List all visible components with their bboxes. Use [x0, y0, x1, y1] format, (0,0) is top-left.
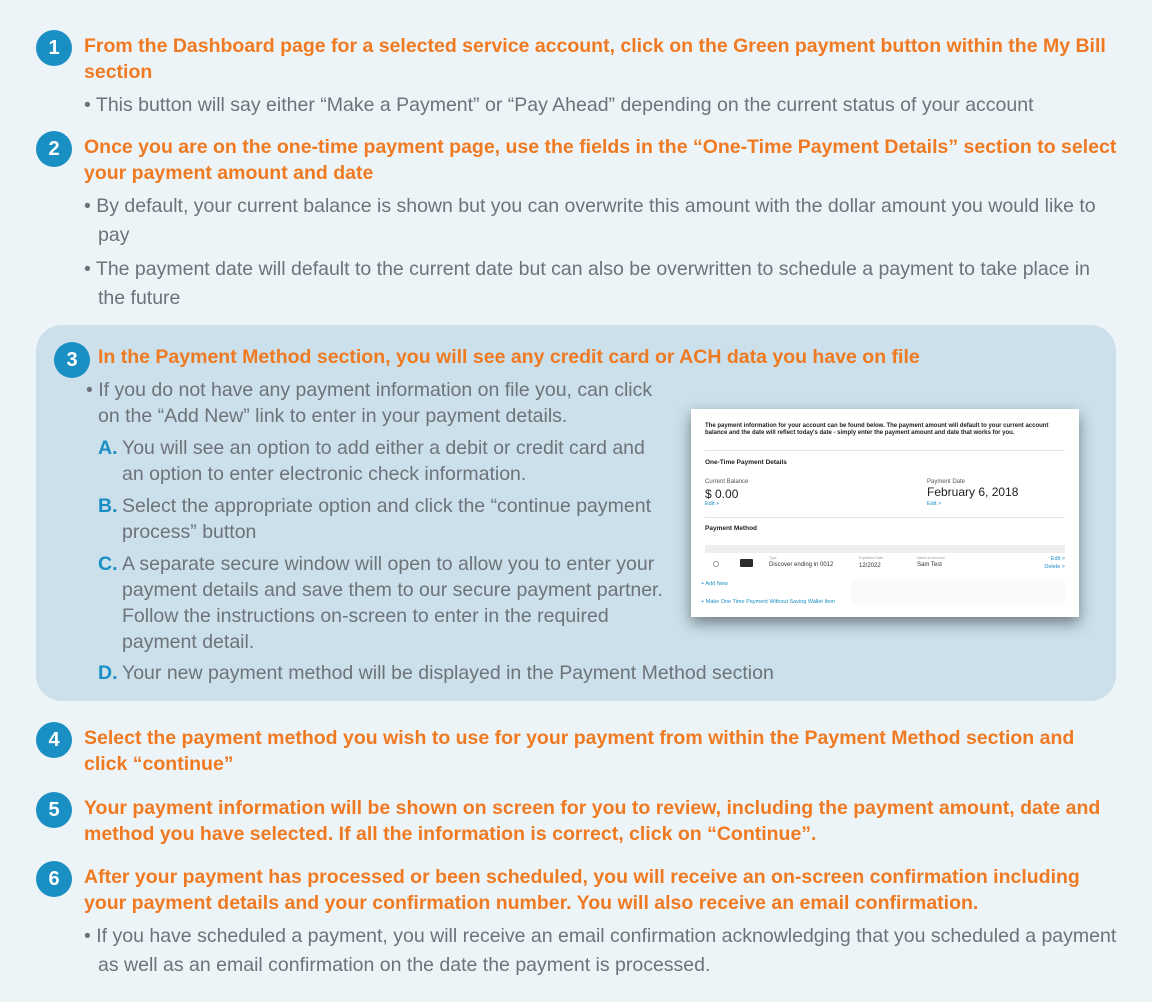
step-number: 2: [36, 131, 72, 167]
step-bullet: • The payment date will default to the current date but can also be overwritten to schedule a payment to take place in the future: [84, 255, 1122, 313]
date-label: Payment Date: [927, 479, 966, 485]
method-header-bar: [705, 545, 1065, 553]
card-desc: Discover ending in 0012: [769, 562, 834, 568]
sub-item-c: [98, 551, 666, 655]
sub-text: Select the appropriate option and click the “continue payment process” button: [122, 495, 651, 543]
col-type: Type: [769, 556, 777, 560]
step-2: [36, 131, 1122, 318]
step-title: From the Dashboard page for a selected service account, click on the Green payment button within the My Bill section: [84, 35, 1106, 83]
step-number: 3: [54, 342, 90, 378]
one-time-payment-link[interactable]: + Make One Time Payment Without Saving Wallet Item: [701, 599, 836, 605]
step-4: [36, 722, 1122, 777]
credit-card-icon: [740, 559, 753, 567]
sub-letter: D.: [98, 662, 118, 684]
step-title: Once you are on the one-time payment page, use the fields in the “One-Time Payment Details” section to select your payment amount and date: [84, 136, 1117, 184]
add-new-link[interactable]: + Add New: [701, 581, 728, 587]
payment-page-screenshot: [691, 409, 1079, 617]
card-name: Sam Test: [917, 562, 942, 568]
empty-area: [851, 579, 1065, 605]
sub-item-b: [98, 493, 666, 545]
step-bullet: • If you do not have any payment information on file you, can click on the “Add New” link to enter in your payment details.: [86, 377, 666, 429]
step-title: After your payment has processed or been scheduled, you will receive an on-screen confirmation including your payment details and your confirmation number. You will also receive an email confirmation.: [84, 866, 1080, 914]
step-title: In the Payment Method section, you will see any credit card or ACH data you have on file: [98, 346, 920, 368]
sub-text: Your new payment method will be displayed in the Payment Method section: [122, 662, 774, 684]
step-5: [36, 792, 1122, 847]
divider: [705, 450, 1065, 451]
sub-item-d: [98, 660, 1022, 686]
date-edit-link[interactable]: Edit >: [927, 501, 942, 507]
step-number: 5: [36, 792, 72, 828]
step-bullet: • This button will say either “Make a Payment” or “Pay Ahead” depending on the current status of your account: [84, 91, 1122, 120]
divider: [705, 517, 1065, 518]
sub-text: You will see an option to add either a debit or credit card and an option to enter electronic check information.: [122, 437, 645, 485]
balance-label: Current Balance: [705, 479, 749, 485]
date-value: February 6, 2018: [927, 485, 1019, 499]
sub-text: A separate secure window will open to allow you to enter your payment details and save them to our secure payment partner. Follow the instructions on-screen to enter in the required payment detail.: [122, 553, 663, 653]
step-title: Your payment information will be shown on screen for you to review, including the payment amount, date and method you have selected. If all the information is correct, click on “Continue”.: [84, 797, 1101, 845]
screenshot-intro: The payment information for your account can be found below. The payment amount will default to your current account balance and the date will reflect today's date - simply enter the payment amount and date that works for you.: [705, 423, 1049, 436]
step-number: 4: [36, 722, 72, 758]
step-title: Select the payment method you wish to use for your payment from within the Payment Method section and click “continue”: [84, 727, 1075, 775]
step-bullet: • By default, your current balance is shown but you can overwrite this amount with the dollar amount you would like to pay: [84, 192, 1122, 250]
sub-letter: C.: [98, 553, 118, 575]
col-name: Name on Account: [917, 556, 945, 560]
step-number: 1: [36, 30, 72, 66]
step-number: 6: [36, 861, 72, 897]
step-3-panel: [36, 325, 1116, 701]
card-edit-link[interactable]: Edit >: [1050, 556, 1065, 562]
details-heading: One-Time Payment Details: [705, 459, 787, 466]
col-expiration: Expiration Date: [859, 556, 883, 560]
sub-item-a: [98, 435, 666, 487]
step-1: [36, 30, 1122, 125]
step-bullet: • If you have scheduled a payment, you will receive an email confirmation acknowledging that you scheduled a payment as well as an email confirmation on the date the payment is processed.: [84, 922, 1122, 980]
card-delete-link[interactable]: Delete >: [1044, 564, 1065, 570]
card-exp: 12/2022: [859, 563, 881, 569]
balance-edit-link[interactable]: Edit >: [705, 501, 720, 507]
step-6: [36, 861, 1122, 985]
method-heading: Payment Method: [705, 525, 758, 532]
sub-letter: B.: [98, 495, 118, 517]
sub-letter: A.: [98, 437, 118, 459]
balance-value: $ 0.00: [705, 487, 739, 501]
method-radio[interactable]: [713, 561, 719, 567]
